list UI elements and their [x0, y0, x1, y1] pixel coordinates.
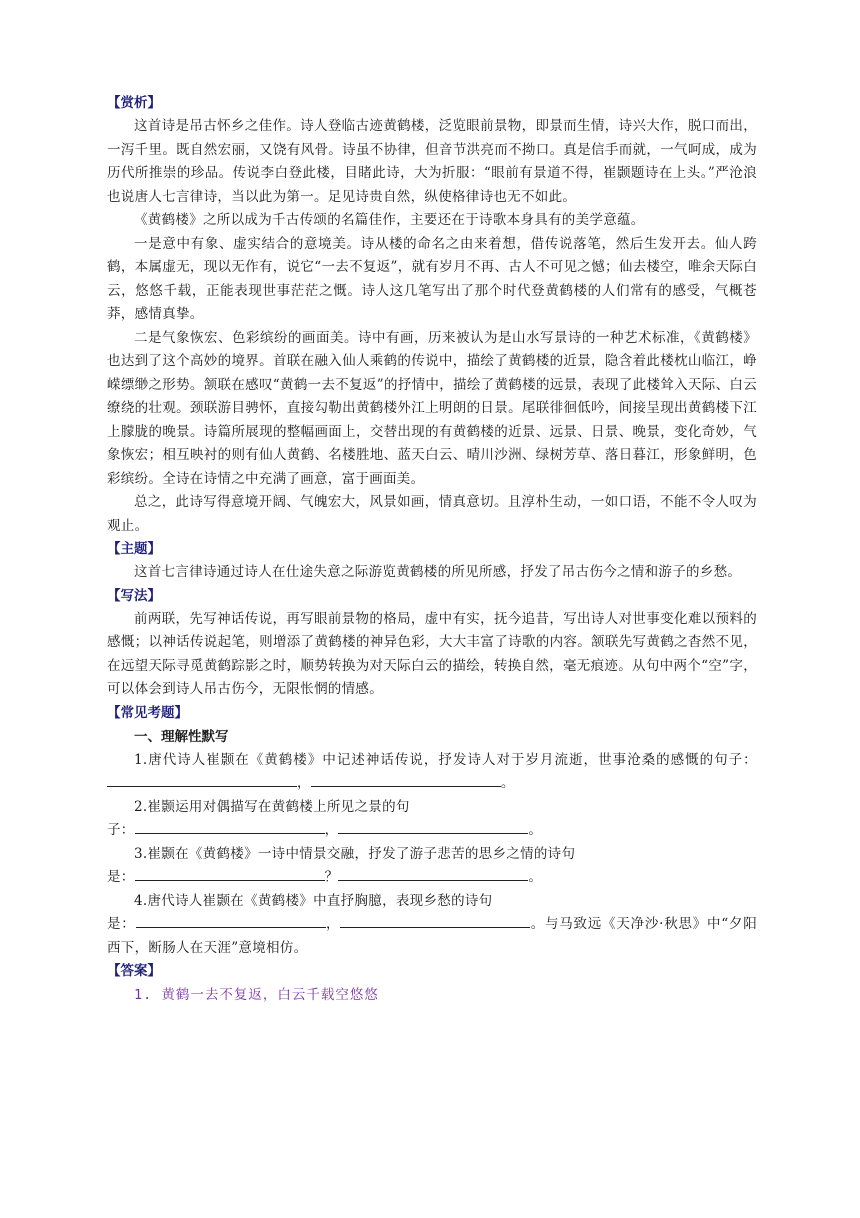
question-1: 1.唐代诗人崔颢在《黄鹤楼》中记述神话传说，抒发诗人对于岁月流逝，世事沧桑的感慨的句子：， 。 — [107, 749, 757, 796]
appreciation-paragraph: 这首诗是吊古怀乡之佳作。诗人登临古迹黄鹤楼，泛览眼前景物，即景而生情，诗兴大作，脱口而出，一泻千里。既自然宏丽，又饶有风骨。诗虽不协律，但音节洪亮而不拗口。真是信手而就，一气呵成，成为历代所推崇的珍品。传说李白登此楼，目睹此诗，大为折服：“眼前有景道不得，崔颢题诗在上头。”严沧浪也说唐人七言律诗，当以此为第一。足见诗贵自然，纵使格律诗也无不如此。 — [107, 118, 757, 205]
writing-heading: 【写法】 — [107, 587, 161, 604]
question-2-continued: 子： ， 。 — [107, 822, 543, 838]
answer-blank[interactable] — [311, 773, 501, 787]
answers-heading: 【答案】 — [107, 963, 161, 979]
question-3-continued: 是： ？ 。 — [107, 869, 543, 885]
question-2: 2.崔颢运用对偶描写在黄鹤楼上所见之景的句 — [134, 798, 410, 815]
answer-blank[interactable] — [135, 867, 325, 881]
answer-blank[interactable] — [136, 914, 326, 928]
answer-1: 1. 黄鹤一去不复返，白云千载空悠悠 — [134, 987, 379, 1003]
writing-text: 前两联，先写神话传说，再写眼前景物的格局，虚中有实，抚今追昔，写出诗人对世事变化难以预料的感慨；以神话传说起笔，则增添了黄鹤楼的神异色彩，大大丰富了诗歌的内容。颔联先写黄鹤之杳然不见，在远望天际寻觅黄鹤踪影之时，顺势转换为对天际白云的描绘，转换自然，毫无痕迹。从句中两个“空”字，可以体会到诗人吊古伤今，无限怅惘的情感。 — [107, 610, 757, 697]
document-page — [107, 92, 757, 1007]
appreciation-paragraph: 《黄鹤楼》之所以成为千古传颂的名篇佳作，主要还在于诗歌本身具有的美学意蕴。 — [134, 212, 645, 228]
exam-section-title: 一、理解性默写 — [134, 728, 229, 745]
exam-heading: 【常见考题】 — [107, 704, 188, 721]
appreciation-heading: 【赏析】 — [107, 95, 161, 111]
answer-blank[interactable] — [338, 867, 528, 881]
appreciation-paragraph: 二是气象恢宏、色彩缤纷的画面美。诗中有画，历来被认为是山水写景诗的一种艺术标准，《黄鹤楼》也达到了这个高妙的境界。首联在融入仙人乘鹤的传说中，描绘了黄鹤楼的近景，隐含着此楼枕山临江，峥嵘缥缈之形势。颔联在感叹“黄鹤一去不复返”的抒情中，描绘了黄鹤楼的远景，表现了此楼耸入天际、白云缭绕的壮观。颈联游目骋怀，直接勾勒出黄鹤楼外江上明朗的日景。尾联徘徊低吟，间接呈现出黄鹤楼下江上朦胧的晚景。诗篇所展现的整幅画面上，交替出现的有黄鹤楼的近景、远景、日景、晚景，变化奇妙，气象恢宏；相互映衬的则有仙人黄鹤、名楼胜地、蓝天白云、晴川沙洲、绿树芳草、落日暮江，形象鲜明，色彩缤纷。全诗在诗情之中充满了画意，富于画面美。 — [107, 329, 757, 487]
question-4-continued: 是： ， 。与马致远《天净沙·秋思》中“夕阳西下，断肠人在天涯”意境相仿。 — [107, 916, 757, 956]
theme-text: 这首七言律诗通过诗人在仕途失意之际游览黄鹤楼的所见所感，抒发了吊古伤今之情和游子的乡愁。 — [134, 564, 742, 580]
question-4: 4.唐代诗人崔颢在《黄鹤楼》中直抒胸臆，表现乡愁的诗句 — [134, 892, 493, 909]
answer-blank[interactable] — [135, 820, 325, 834]
answer-blank[interactable] — [107, 773, 297, 787]
theme-heading: 【主题】 — [107, 541, 161, 557]
appreciation-paragraph: 一是意中有象、虚实结合的意境美。诗从楼的命名之由来着想，借传说落笔，然后生发开去。仙人跨鹤，本属虚无，现以无作有，说它“一去不复返”，就有岁月不再、古人不可见之憾；仙去楼空，唯余天际白云，悠悠千载，正能表现世事茫茫之慨。诗人这几笔写出了那个时代登黄鹤楼的人们常有的感受，气概苍莽，感情真挚。 — [107, 235, 757, 322]
answer-blank[interactable] — [338, 820, 528, 834]
answer-blank[interactable] — [340, 914, 530, 928]
question-3: 3.崔颢在《黄鹤楼》一诗中情景交融，抒发了游子悲苦的思乡之情的诗句 — [134, 845, 576, 862]
appreciation-paragraph: 总之，此诗写得意境开阔、气魄宏大，风景如画，情真意切。且淳朴生动，一如口语，不能不令人叹为观止。 — [107, 494, 757, 534]
